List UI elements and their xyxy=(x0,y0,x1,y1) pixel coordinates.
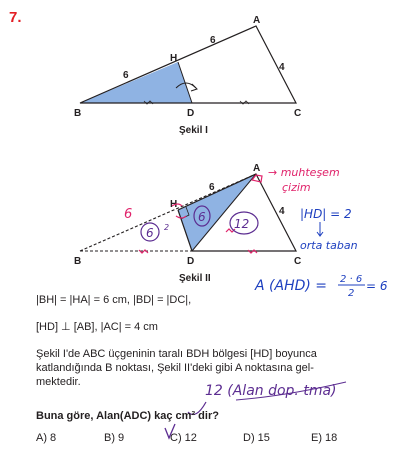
length-ac-label: 4 xyxy=(279,62,285,73)
note-orta-taban: orta taban xyxy=(300,239,358,252)
point-b2-label: B xyxy=(74,256,82,267)
paragraph-line-1: Şekil I'de ABC üçgeninin taralı BDH bölgesi [HD] boyunca xyxy=(36,348,317,360)
option-b[interactable]: B) 9 xyxy=(104,432,125,444)
option-e[interactable]: E) 18 xyxy=(311,432,338,444)
note-frac-den: 2 xyxy=(348,288,355,299)
figure-1-caption: Şekil I xyxy=(179,125,208,136)
paragraph-line-3: mektedir. xyxy=(36,376,81,388)
point-b-label: B xyxy=(74,108,82,119)
note-muhtesem: → muhteşem xyxy=(268,166,340,179)
down-arrow-icon xyxy=(317,222,323,236)
given-line-2: [HD] ⊥ [AB], |AC| = 4 cm xyxy=(36,321,158,333)
length-ha2-label: 6 xyxy=(209,182,215,193)
point-d-label: D xyxy=(187,108,195,119)
length-bh-label: 6 xyxy=(123,70,129,81)
length-ac2-label: 4 xyxy=(279,206,285,217)
option-a[interactable]: A) 8 xyxy=(36,432,57,444)
note-squared: 2 xyxy=(164,223,170,232)
point-a2-label: A xyxy=(253,163,261,174)
option-c[interactable]: C) 12 xyxy=(170,432,197,444)
note-area-eq: A (AHD) = xyxy=(255,278,328,294)
note-hd-eq: |HD| = 2 xyxy=(300,207,352,221)
point-h-label: H xyxy=(170,53,178,64)
point-h2-label: H xyxy=(170,199,178,210)
paragraph-line-2: katlandığında B noktası, Şekil II'deki gibi A noktasına gel- xyxy=(36,362,314,374)
point-c2-label: C xyxy=(294,256,302,267)
point-d2-label: D xyxy=(187,256,195,267)
option-d[interactable]: D) 15 xyxy=(243,432,270,444)
note-frac-res: = 6 xyxy=(366,279,388,293)
note-circle-6b: 6 xyxy=(198,210,206,224)
given-line-1: |BH| = |HA| = 6 cm, |BD| = |DC|, xyxy=(36,294,192,306)
question-text: Buna göre, Alan(ADC) kaç cm² dir? xyxy=(36,410,219,422)
note-circle-6a: 6 xyxy=(146,226,154,240)
shaded-region-bdh xyxy=(80,62,192,103)
length-ha-label: 6 xyxy=(210,35,216,46)
point-c-label: C xyxy=(294,108,302,119)
note-side-6: 6 xyxy=(124,207,133,222)
note-frac-num: 2 · 6 xyxy=(340,274,363,285)
question-number: 7. xyxy=(9,9,22,26)
point-a-label: A xyxy=(253,15,261,26)
note-cizim: çizim xyxy=(282,181,311,194)
note-answer-12: 12 (Alan dop. tma) xyxy=(205,383,337,399)
figure-1 xyxy=(74,15,301,136)
figure-2-caption: Şekil II xyxy=(179,273,211,284)
note-circle-12: 12 xyxy=(234,217,250,231)
